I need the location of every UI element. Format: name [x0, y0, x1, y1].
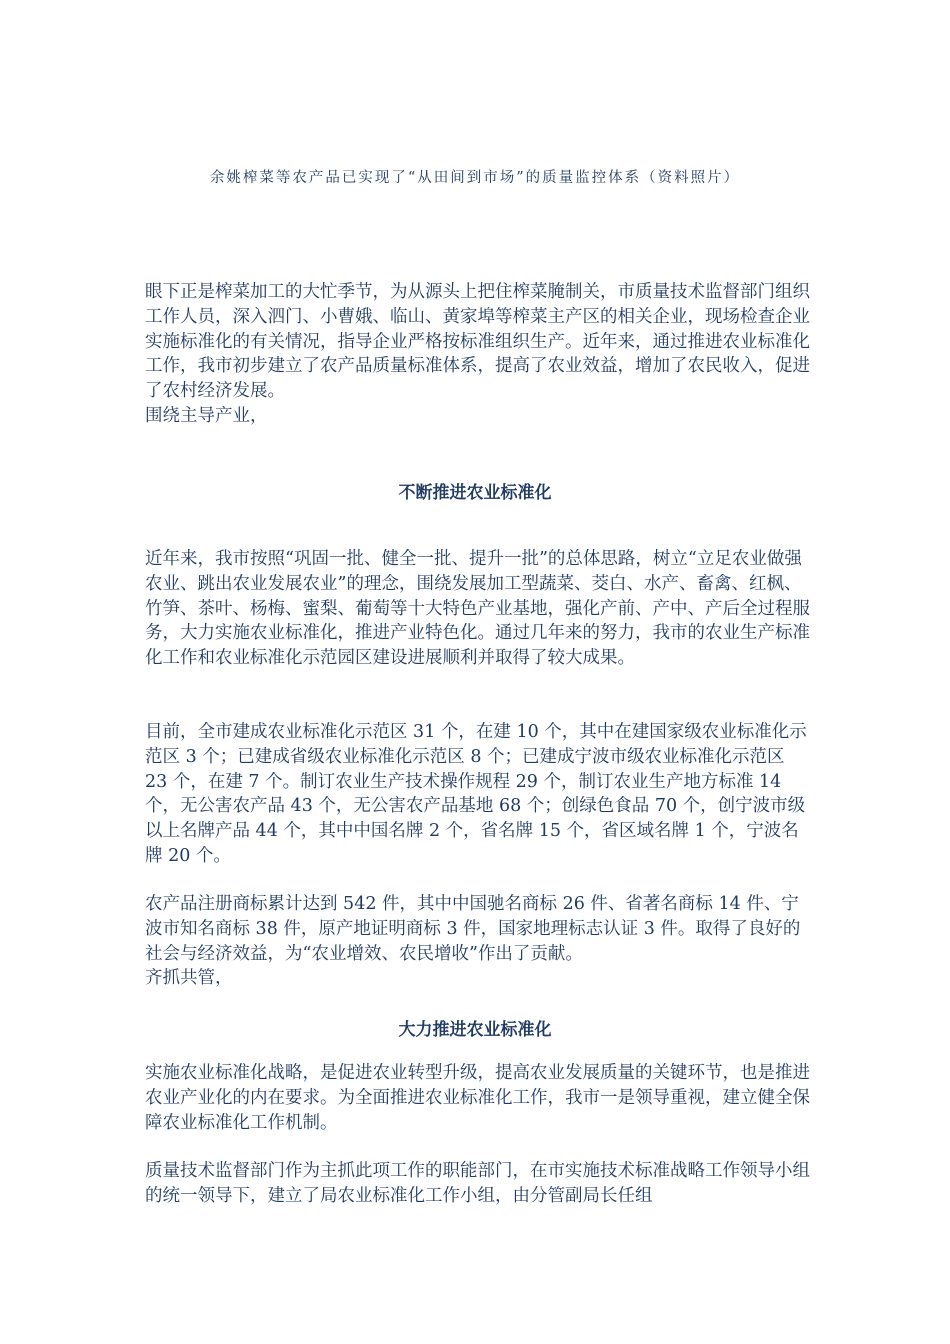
lead-in-text-2: 齐抓共管，: [145, 968, 233, 988]
lead-in-text-1: 围绕主导产业，: [145, 406, 268, 426]
section2-paragraph-1: 实施农业标准化战略，是促进农业转型升级，提高农业发展质量的关键环节，也是推进农业产业化的内在要求。为全面推进农业标准化工作，我市一是领导重视，建立健全保障农业标准化工作机制。: [145, 1063, 810, 1133]
section-heading-2: 大力推进农业标准化: [398, 1020, 552, 1040]
photo-caption: 余姚榨菜等农产品已实现了“从田间到市场”的质量监控体系（资料照片）: [209, 170, 741, 186]
section-heading-1: 不断推进农业标准化: [398, 483, 552, 503]
section2-paragraph-2: 质量技术监督部门作为主抓此项工作的职能部门，在市实施技术标准战略工作领导小组的统一领导下，建立了局农业标准化工作小组，由分管副局长任组: [145, 1161, 810, 1206]
section1-paragraph-2: 目前，全市建成农业标准化示范区 31 个，在建 10 个，其中在建国家级农业标准化示范区 3 个；已建成省级农业标准化示范区 8 个；已建成宁波市级农业标准化示范区 23 个，在建 7 个。制订农业生产技术操作规程 29 个，制订农业生产地方标准 14 个，无公害农产品 43 个，无公害农产品基地 68 个；创绿色食品 70 个，创宁波市级以上名牌产品 44 个，其中中国名牌 2 个，省名牌 15 个，省区域名牌 1 个，宁波名牌 20 个。: [145, 722, 807, 866]
section1-paragraph-3: 农产品注册商标累计达到 542 件，其中中国驰名商标 26 件、省著名商标 14 件、宁波市知名商标 38 件，原产地证明商标 3 件，国家地理标志认证 3 件。取得了良好的社会与经济效益，为“农业增效、农民增收”作出了贡献。: [145, 894, 801, 964]
intro-paragraph: 眼下正是榨菜加工的大忙季节，为从源头上把住榨菜腌制关，市质量技术监督部门组织工作人员，深入泗门、小曹娥、临山、黄家埠等榨菜主产区的相关企业，现场检查企业实施标准化的有关情况，指导企业严格按标准组织生产。近年来，通过推进农业标准化工作，我市初步建立了农产品质量标准体系，提高了农业效益，增加了农民收入，促进了农村经济发展。: [145, 282, 810, 402]
section1-paragraph-1: 近年来，我市按照“巩固一批、健全一批、提升一批”的总体思路，树立“立足农业做强农业、跳出农业发展农业”的理念，围绕发展加工型蔬菜、茭白、水产、畜禽、红枫、竹笋、茶叶、杨梅、蜜梨、葡萄等十大特色产业基地，强化产前、产中、产后全过程服务，大力实施农业标准化，推进产业特色化。通过几年来的努力，我市的农业生产标准化工作和农业标准化示范园区建设进展顺利并取得了较大成果。: [145, 549, 810, 669]
